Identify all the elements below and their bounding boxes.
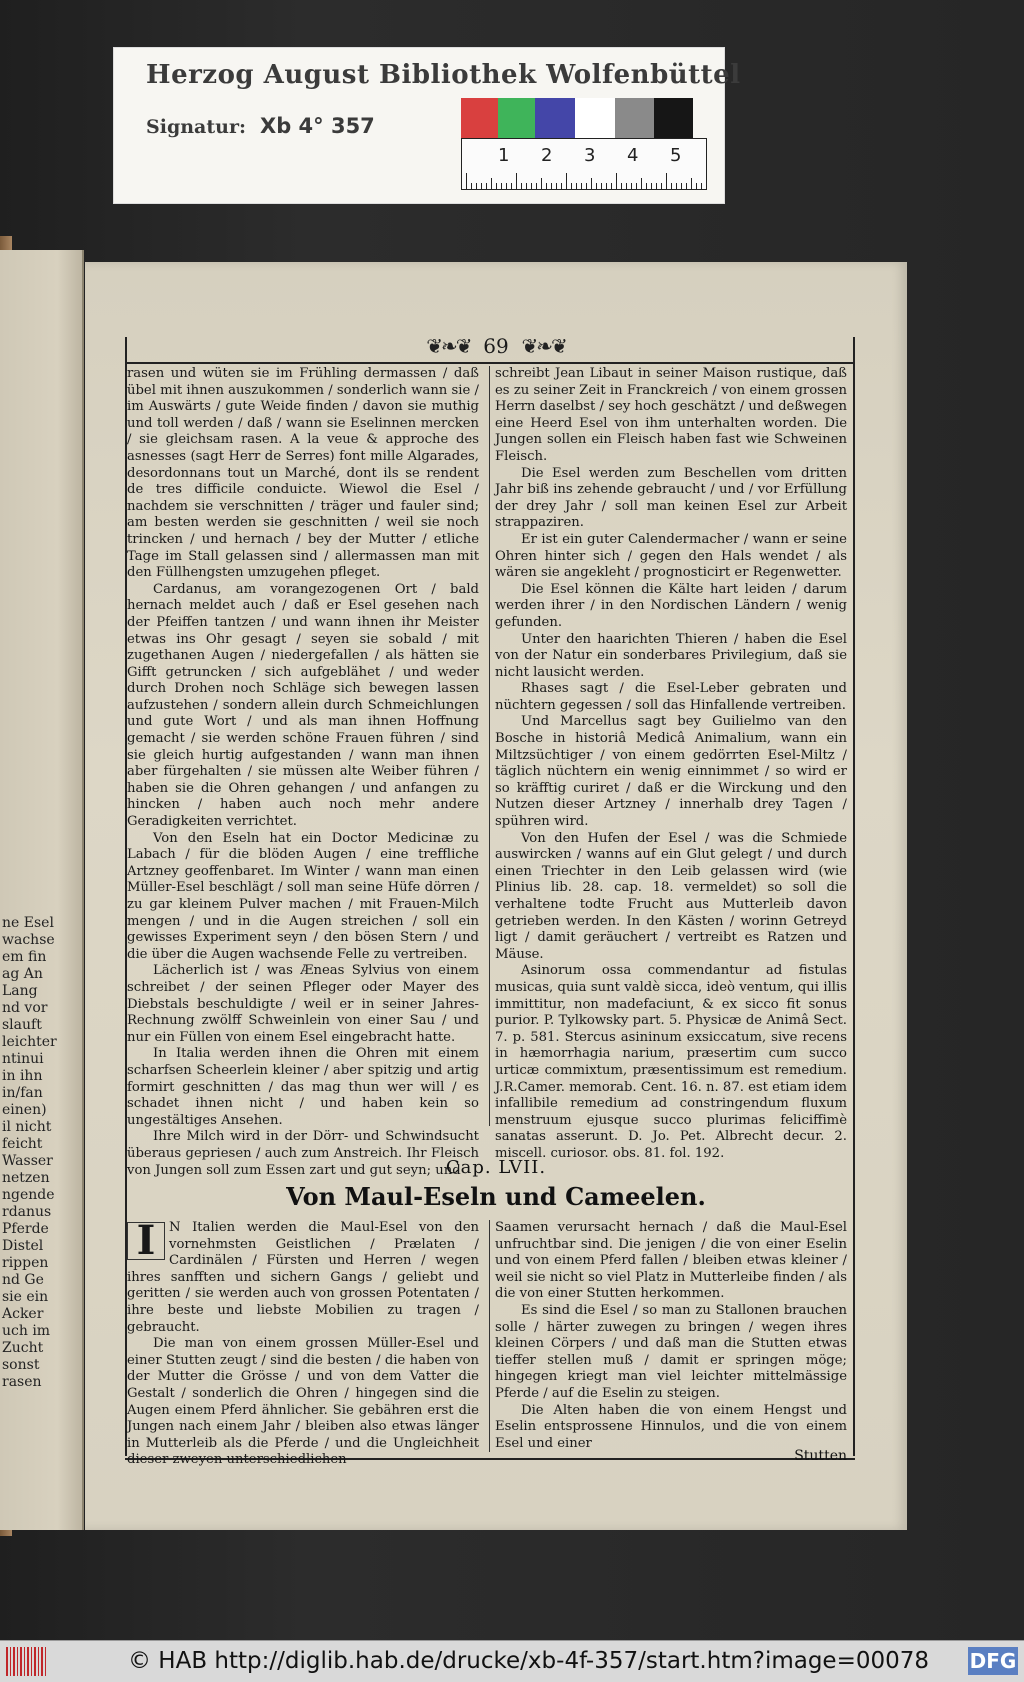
- left-page-text-fragment: in ihn: [2, 1068, 43, 1084]
- left-page-text-fragment: slauft: [2, 1017, 42, 1033]
- color-swatch: [575, 98, 615, 138]
- left-page-text-fragment: nd Ge: [2, 1272, 44, 1288]
- paragraph: Rhases sagt / die Esel-Leber gebraten und nüchtern gegessen / soll das Hinfallende vertreiben.: [495, 681, 847, 713]
- book-page: [85, 262, 907, 1530]
- paragraph: Von den Eseln hat ein Doctor Medicinæ zu Labach / für die blöden Augen / eine treffliche Artzney geoffenbaret. Im Winter / wann man einen Müller-Esel beschlägt / soll man seine Hüfe dörren / zu gar kleinem Pulver machen / mit Frauen-Milch mengen / und in die Augen streichen / soll ein gewisses Experiment seyn / den bösen Stern / und die über die Augen wachsende Felle zu vertreiben.: [127, 830, 479, 962]
- ruler-tick: [671, 183, 672, 189]
- ruler-tick: [571, 183, 572, 189]
- chapter-number: Cap. LVII.: [445, 1157, 547, 1178]
- ruler-tick: [581, 183, 582, 189]
- left-page-text-fragment: rippen: [2, 1255, 49, 1271]
- ruler-tick: [521, 183, 522, 189]
- ruler-tick: [476, 183, 477, 189]
- ruler-tick: [486, 183, 487, 189]
- ruler-tick: [526, 183, 527, 189]
- left-page-text-fragment: wachse: [2, 932, 55, 948]
- signatur-value: Xb 4° 357: [260, 114, 375, 138]
- left-page-text-fragment: il nicht: [2, 1119, 52, 1135]
- left-page-text-fragment: einen): [2, 1102, 47, 1118]
- left-page-text-fragment: in/fan: [2, 1085, 43, 1101]
- left-page-text-fragment: sonst: [2, 1357, 40, 1373]
- library-label-card: [114, 48, 741, 203]
- paragraph: Die Esel werden zum Beschellen vom dritten Jahr biß ins zehende gebraucht / und / vor Erfüllung der drey Jahr / soll man keinen Esel zur Arbeit strappaziren.: [495, 465, 847, 531]
- color-swatch: [461, 98, 498, 138]
- library-name: Herzog August Bibliothek Wolfenbüttel: [146, 60, 741, 90]
- paragraph: rasen und wüten sie im Frühling dermassen / daß übel mit ihnen auszukommen / sonderlich wann sie / im Auswärts / gute Weide finden / davon sie muthig und toll werden / daß / wann sie Eselinnen mercken / sie gleichsam rasen. A la veue & approche des asnesses (sagt Herr de Serres) font mille Algarades, desordonnans tout un Marché, dont ils se rendent de tres difficile conduicte. Wiewol die Esel / nachdem sie verschnitten / träger und fauler sind; am besten werden sie geschnitten / weil sie noch trincken / und hernach / bey der Mutter / etliche Tage im Stall gelassen sind / allermassen man mit den Füllhengsten umzugehen pfleget.: [127, 366, 479, 581]
- left-page-text-fragment: sie ein: [2, 1289, 49, 1305]
- left-page-text-fragment: ag An: [2, 966, 43, 982]
- ruler-tick: [691, 178, 692, 189]
- paragraph: Saamen verursacht hernach / daß die Maul-Esel unfruchtbar sind. Die jenigen / die von einer Eselin und von einem Pferd fallen / bleiben etwas kleiner / weil sie nicht so viel Platz in Mutterleibe finden / als die von einer Stutten herkommen.: [495, 1220, 847, 1302]
- ruler-number: 1: [498, 145, 510, 166]
- ruler-tick: [491, 178, 492, 189]
- ruler-tick: [611, 183, 612, 189]
- barcode-icon: [6, 1647, 48, 1676]
- signatur-label: Signatur:: [146, 116, 246, 138]
- text-column-right: [495, 366, 848, 1161]
- left-facing-page: [0, 250, 84, 1530]
- ruler-tick: [706, 183, 707, 189]
- measurement-ruler: [461, 138, 707, 190]
- ruler-number: 2: [541, 145, 553, 166]
- left-page-text-fragment: Acker: [2, 1306, 44, 1322]
- ruler-tick: [631, 183, 632, 189]
- left-page-text-fragment: ntinui: [2, 1051, 44, 1067]
- column-divider: [489, 366, 490, 1126]
- paragraph: Er ist ein guter Calendermacher / wann er seine Ohren hinter sich / gegen den Hals wendet / als wären sie angekleht / prognosticirt er Regenwetter.: [495, 531, 847, 581]
- ruler-tick: [566, 173, 567, 189]
- chapter-column-left: [127, 1217, 479, 1468]
- paragraph: Die Esel können die Kälte hart leiden / darum werden ihrer / in den Nordischen Ländern / wenig gefunden.: [495, 581, 847, 630]
- paragraph: Lächerlich ist / was Æneas Sylvius von einem schreibet / der seinen Pfleger oder Mayer des Diebstals beschuldigte / weil er in seiner Jahres-Rechnung zwölff Schweinlein von einer Sau / und nur ein Füllen von einem Esel eingebracht hatte.: [127, 963, 479, 1045]
- ruler-tick: [556, 183, 557, 189]
- ruler-tick: [546, 183, 547, 189]
- ruler-tick: [471, 183, 472, 189]
- page-header: [85, 334, 907, 358]
- ruler-tick: [641, 178, 642, 189]
- text-column-left: [127, 366, 479, 1178]
- page-number: 69: [483, 334, 509, 358]
- ruler-tick: [481, 183, 482, 189]
- header-rule: [125, 362, 855, 364]
- left-page-text-fragment: Distel: [2, 1238, 44, 1254]
- left-page-text-fragment: rasen: [2, 1374, 42, 1390]
- paragraph: In Italia werden ihnen die Ohren mit einem scharfsen Scheerlein kleiner / aber spitzig und artig formirt geschnitten / das mag thun wer will / es schadet ihnen nicht / und haben kein so ungestältiges Ansehen.: [127, 1046, 479, 1128]
- ruler-tick: [601, 183, 602, 189]
- ruler-tick: [626, 183, 627, 189]
- ruler-tick: [606, 183, 607, 189]
- ruler-tick: [511, 183, 512, 189]
- ornament-left-icon: ❦❧❦: [426, 334, 471, 358]
- left-page-text-fragment: feicht: [2, 1136, 43, 1152]
- left-page-text-fragment: leichter: [2, 1034, 57, 1050]
- ruler-tick: [531, 183, 532, 189]
- chapter-title: Von Maul-Eseln und Cameelen.: [286, 1182, 706, 1211]
- left-page-text-fragment: ne Esel: [2, 915, 54, 931]
- ruler-number: 4: [627, 145, 639, 166]
- ruler-tick: [586, 183, 587, 189]
- ruler-tick: [621, 183, 622, 189]
- left-page-text-fragment: rdanus: [2, 1204, 52, 1220]
- left-page-text-fragment: uch im: [2, 1323, 51, 1339]
- footer-bar: [0, 1640, 1024, 1682]
- ornament-right-icon: ❦❧❦: [521, 334, 566, 358]
- paragraph: Die Alten haben die von einem Hengst und Eselin entsprossene Hinnulos, und die von einem Esel und einer: [495, 1402, 847, 1451]
- ruler-tick: [551, 183, 552, 189]
- ruler-tick: [636, 183, 637, 189]
- color-swatch: [498, 98, 535, 138]
- left-page-text-fragment: Wasser: [2, 1153, 53, 1169]
- paragraph: [127, 1217, 479, 1336]
- chapter-column-right: [495, 1220, 847, 1456]
- ruler-tick: [651, 183, 652, 189]
- color-calibration-swatches: [461, 98, 705, 138]
- ruler-tick: [661, 183, 662, 189]
- ruler-number: 5: [670, 145, 682, 166]
- left-page-text-fragment: ngende: [2, 1187, 55, 1203]
- column-divider: [489, 1220, 490, 1452]
- ruler-tick: [516, 173, 517, 189]
- left-page-text-fragment: nd vor: [2, 1000, 48, 1016]
- paragraph: Asinorum ossa commendantur ad fistulas musicas, quia sunt valdè sicca, ideò ventum, qui illis immittitur, non madefaciunt, & ex sicco fit sonus purior. P. Tylkowsky part. 5. Physicæ de Animâ Sect. 7. p. 581. Stercus asininum exsiccatum, sive recens in hæmorrhagia narium, præsertim cum succo urticæ commixtum, præsentissimum est remedium. J.R.Camer. memorab. Cent. 16. n. 87. est etiam idem infallibile remedium ad constringendum fluxum menstruum ejusque succo plurimas feliciffimè sanatas asserunt. D. Jo. Pet. Albrecht decur. 2. miscell. curiosor. obs. 81. fol. 192.: [495, 963, 848, 1161]
- dfg-logo: DFG: [969, 1649, 1017, 1673]
- ruler-tick: [496, 183, 497, 189]
- paragraph: Und Marcellus sagt bey Guilielmo van den Bosche in historiâ Medicâ Animalium, wann ein Miltzsüchtiger / von einem gedörrten Esel-Miltz / täglich nüchtern ein wenig einnimmet / so wird er so kräfftig curiret / daß er die Wirckung und den Nutzen dieser Artzney / innerhalb drey Tagen / spühren wird.: [495, 714, 847, 830]
- catchword: Stutten: [794, 1448, 847, 1464]
- paragraph: Die man von einem grossen Müller-Esel und einer Stutten zeugt / sind die besten / die haben von der Mutter die Grösse / und von dem Vatter die Gestalt / sonderlich die Ohren / hingegen sind die Augen einem Pferd ähnlicher. Sie gebähren erst die Jungen nach einem Jahr / bleiben also etwas länger in Mutterleib als die Pferde / und die Ungleichheit dieser zweyen unterschiedlichen: [127, 1336, 479, 1468]
- left-page-text-fragment: Pferde: [2, 1221, 49, 1237]
- ruler-tick: [561, 183, 562, 189]
- color-swatch: [535, 98, 575, 138]
- paragraph: schreibt Jean Libaut in seiner Maison rustique, daß es zu seiner Zeit in Franckreich / von einem grossen Herrn daselbst / sey hoch geschätzt / und deßwegen eine Heerd Esel von ihm unterhalten worden. Die Jungen sollen ein Fleisch haben fast wie Schweinen Fleisch.: [495, 366, 847, 464]
- ruler-tick: [616, 173, 617, 189]
- paragraph: Cardanus, am vorangezogenen Ort / bald hernach meldet auch / daß er Esel gesehen nach der Pfeiffen tantzen / und wann ihnen ihr Meister etwas ins Ohr gesagt / seyen sie sobald / mit zugethanen Augen / niedergefallen / als hätten sie Gifft getruncken / sich aufgeblähet / und weder durch Drohen noch Schläge sich bewegen lassen aufzustehen / sondern allein durch Schmeichlungen und gute Wort / und als man ihnen Hoffnung gemacht / sie werden schöne Frauen führen / sind sie gleich hurtig aufgestanden / wann man ihnen aber fürgehalten / sie müssen alte Weiber führen / haben sie die Ohren gehangen / und anfangen zu hincken / haben auch noch mehr andere Geradigkeiten verrichtet.: [127, 581, 479, 830]
- ruler-tick: [506, 183, 507, 189]
- ruler-tick: [656, 183, 657, 189]
- paragraph: Es sind die Esel / so man zu Stallonen brauchen solle / härter zuwegen zu bringen / wegen ihres kleinen Cörpers / und daß man die Stutten etwas tieffer stellen muß / damit er springen möge; hingegen kriegt man viel leichter mittelmässige Pferde / auf die Eselin zu steigen.: [495, 1302, 847, 1401]
- source-url[interactable]: © HAB http://diglib.hab.de/drucke/xb-4f-357/start.htm?image=00078: [128, 1648, 930, 1674]
- left-page-text-fragment: netzen: [2, 1170, 50, 1186]
- color-swatch: [615, 98, 654, 138]
- ruler-tick: [591, 178, 592, 189]
- ruler-tick: [466, 173, 467, 189]
- ruler-tick: [501, 183, 502, 189]
- left-page-text-fragment: Zucht: [2, 1340, 44, 1356]
- color-swatch: [654, 98, 693, 138]
- ruler-number: 3: [584, 145, 596, 166]
- ruler-tick: [666, 173, 667, 189]
- ruler-tick: [536, 183, 537, 189]
- ruler-tick: [686, 183, 687, 189]
- paragraph: Von den Hufen der Esel / was die Schmiede auswircken / wanns auf ein Glut gelegt / und durch einen Triechter in den Leib gelassen wird (wie Plinius lib. 28. cap. 18. vermeldet) so soll die verhaltene todte Frucht aus Mutterleib davon getrieben werden. In den Kästen / worinn Getreyd ligt / damit geräuchert / vertreibt es Ratzen und Mäuse.: [495, 830, 847, 962]
- paragraph: Ihre Milch wird in der Dörr- und Schwindsucht überaus gepriesen / auch zum Anstreich. Ihr Fleisch von Jungen soll zum Essen zart und gut seyn; und: [127, 1129, 479, 1178]
- ruler-tick: [576, 183, 577, 189]
- left-page-text-fragment: Lang: [2, 983, 38, 999]
- ruler-tick: [646, 183, 647, 189]
- ruler-tick: [676, 183, 677, 189]
- drop-cap: I: [127, 1222, 165, 1260]
- left-page-text-fragment: em fin: [2, 949, 47, 965]
- ruler-tick: [541, 178, 542, 189]
- ruler-tick: [596, 183, 597, 189]
- ruler-tick: [681, 183, 682, 189]
- paragraph-text: N Italien werden die Maul-Esel von den vornehmsten Geistlichen / Prælaten / Cardinälen / Fürsten und Herren / wegen ihres sanfften und sichern Gangs / geliebt und geritten / sie werden auch von grossen Potentaten / ihre beste und liebste Mobilien zu tragen / gebraucht.: [127, 1220, 479, 1335]
- ruler-tick: [701, 183, 702, 189]
- paragraph: Unter den haarichten Thieren / haben die Esel von der Natur ein sonderbares Privilegium, daß sie nicht lausicht werden.: [495, 631, 847, 680]
- ruler-tick: [696, 183, 697, 189]
